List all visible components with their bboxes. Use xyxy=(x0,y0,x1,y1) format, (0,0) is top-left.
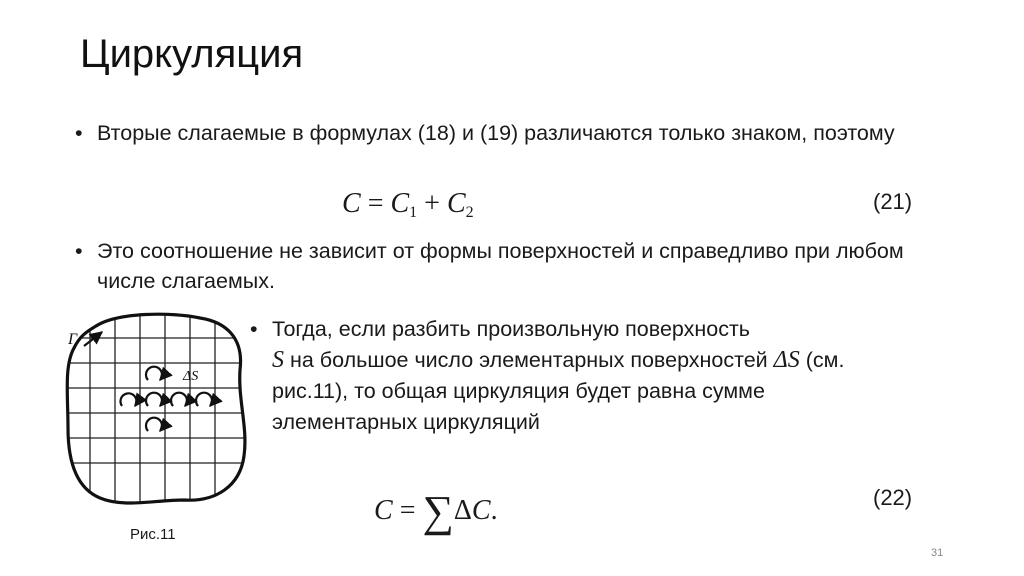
bullet-1-text: Вторые слагаемые в формулах (18) и (19) различаются только знаком, поэтому xyxy=(97,121,895,145)
equation-21 xyxy=(342,188,474,222)
bullet-2-text: Это соотношение не зависит от формы поверхностей и справедливо при любом числе слагаемых. xyxy=(97,239,904,293)
cell-circulation-icon xyxy=(146,418,162,431)
figure-surface-grid xyxy=(60,310,260,515)
delta-s-label: ΔS xyxy=(183,369,199,384)
equation-21-number: (21) xyxy=(873,189,913,214)
figure-caption: Рис.11 xyxy=(130,526,176,543)
bullet-3-symbol-s: S xyxy=(272,347,284,373)
bullet-3-text-2: на большое число элементарных поверхностей xyxy=(289,348,768,372)
eq21-plus: + xyxy=(424,188,440,219)
bullet-1 xyxy=(75,118,917,148)
eq21-sub2: 2 xyxy=(465,204,474,221)
bullet-2 xyxy=(75,236,917,296)
equation-22-number: (22) xyxy=(873,485,913,510)
bullet-3 xyxy=(250,314,912,438)
eq21-lhs: C xyxy=(342,188,361,219)
eq21-equals: = xyxy=(367,188,384,219)
cell-circulation-icon xyxy=(121,393,137,406)
bullet-dot: • xyxy=(75,239,83,263)
surface-boundary xyxy=(67,314,245,503)
eq21-term2: C xyxy=(446,188,466,219)
cell-circulation-icon xyxy=(146,393,162,406)
circulation-arrows xyxy=(121,367,212,431)
cell-circulation-icon xyxy=(196,393,212,406)
eq22-delta: Δ xyxy=(453,495,472,526)
eq22-equals: = xyxy=(399,495,416,526)
slide-title: Циркуляция xyxy=(80,32,304,76)
cell-circulation-icon xyxy=(146,367,162,380)
eq21-term1: C xyxy=(390,188,410,219)
bullet-dot: • xyxy=(250,317,258,341)
equation-22 xyxy=(374,486,498,537)
page-number: 31 xyxy=(931,547,944,559)
eq22-lhs: C xyxy=(374,495,393,526)
bullet-dot: • xyxy=(75,121,83,145)
cell-circulation-icon xyxy=(171,393,187,406)
eq22-sum-icon: ∑ xyxy=(422,487,454,536)
eq22-period: . xyxy=(490,495,498,526)
gamma-label: Г xyxy=(68,331,78,348)
bullet-3-symbol-ds: ΔS xyxy=(773,347,800,373)
bullet-3-text-1: Тогда, если разбить произвольную поверхность xyxy=(272,317,750,341)
eq22-term: C xyxy=(471,495,491,526)
eq21-sub1: 1 xyxy=(409,204,418,221)
bullet-3-text-3: (см. рис.11), то общая циркуляция будет равна сумме элементарных циркуляций xyxy=(272,348,845,434)
